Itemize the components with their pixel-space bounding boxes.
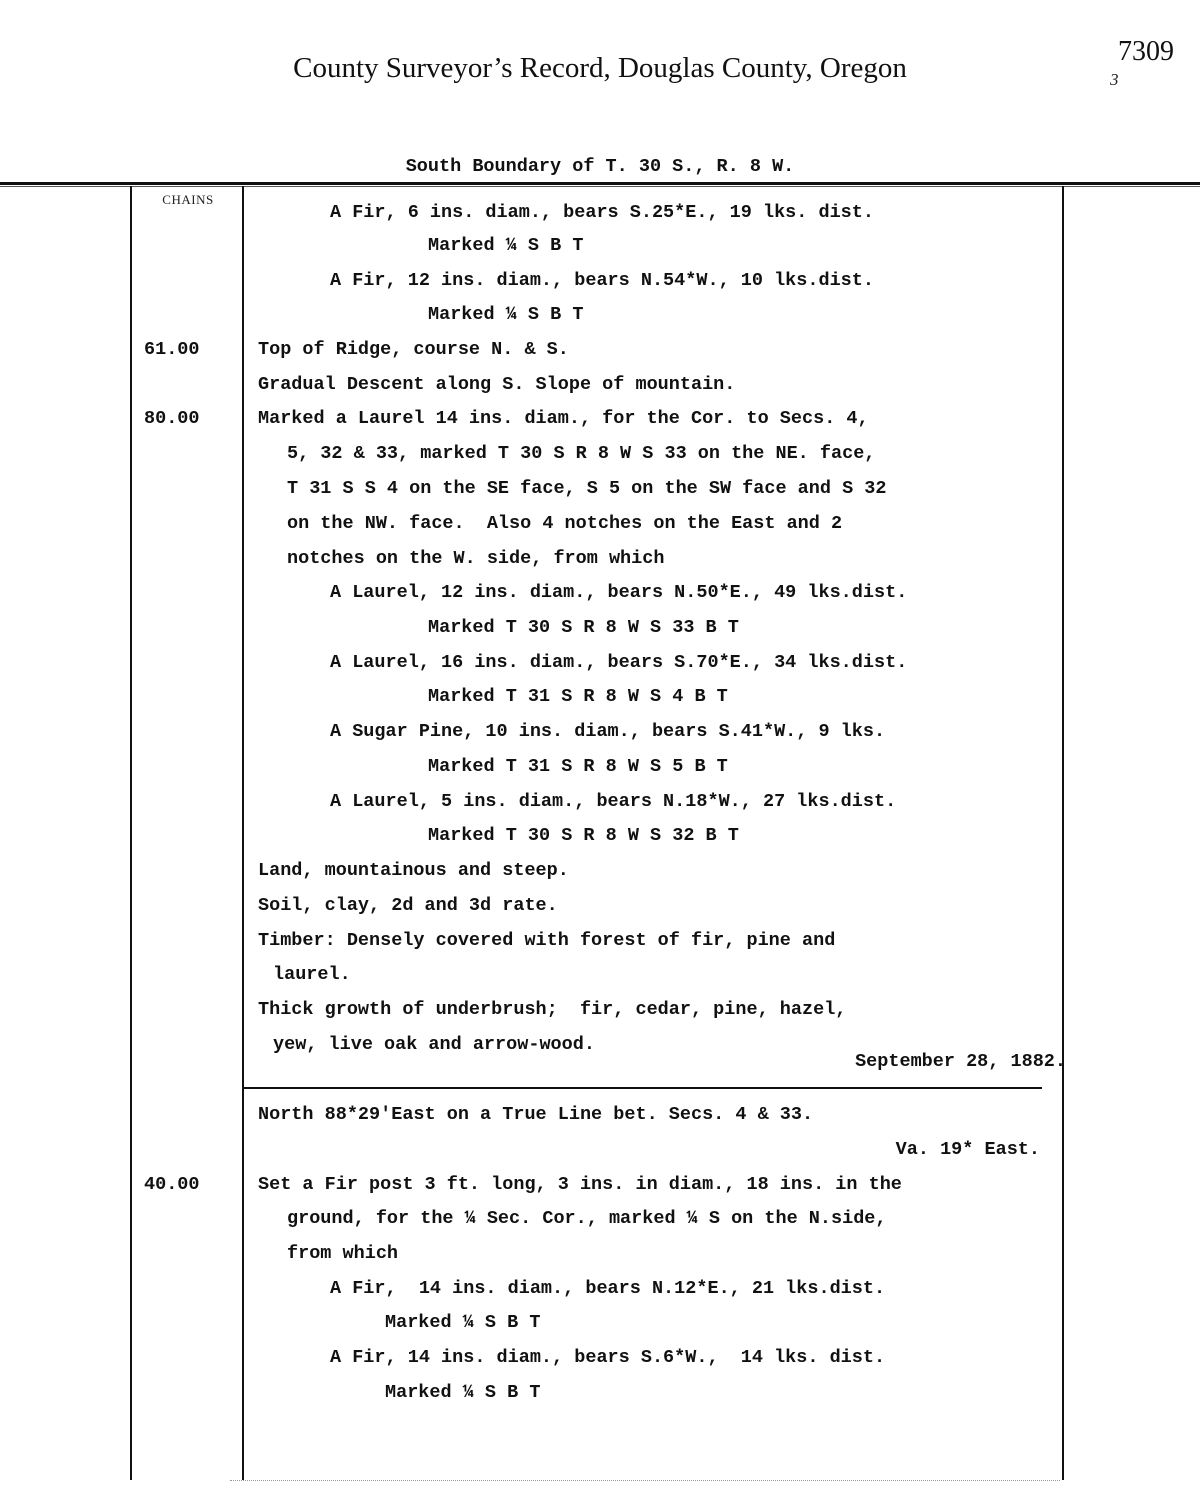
record-line: Marked ¼ S B T [385,1312,541,1333]
top-rule [0,182,1200,185]
chain-value: 40.00 [144,1174,200,1195]
record-line: Marked T 30 S R 8 W S 33 B T [428,617,739,638]
record-line: Marked T 31 S R 8 W S 4 B T [428,686,728,707]
record-line: Set a Fir post 3 ft. long, 3 ins. in diam., 18 ins. in the [258,1174,902,1195]
record-line: A Fir, 14 ins. diam., bears N.12*E., 21 lks.dist. [330,1278,886,1299]
record-line: Thick growth of underbrush; fir, cedar, pine, hazel, [258,999,847,1020]
record-line: A Sugar Pine, 10 ins. diam., bears S.41*W., 9 lks. [330,721,886,742]
record-line: notches on the W. side, from which [287,548,665,569]
record-line: T 31 S S 4 on the SE face, S 5 on the SW face and S 32 [287,478,887,499]
record-line: A Laurel, 5 ins. diam., bears N.18*W., 27 lks.dist. [330,791,897,812]
chain-value: 80.00 [144,408,200,429]
record-line: Timber: Densely covered with forest of fir, pine and [258,930,836,951]
record-line: Soil, clay, 2d and 3d rate. [258,895,558,916]
record-line: Gradual Descent along S. Slope of mountain. [258,374,736,395]
section-title: South Boundary of T. 30 S., R. 8 W. [405,156,795,177]
record-line: on the NW. face. Also 4 notches on the East and 2 [287,513,843,534]
record-line: A Fir, 6 ins. diam., bears S.25*E., 19 lks. dist. [330,202,874,223]
left-column-line [130,186,132,1480]
record-line: Land, mountainous and steep. [258,860,569,881]
chain-value: 61.00 [144,339,200,360]
record-line: Marked a Laurel 14 ins. diam., for the Cor. to Secs. 4, [258,408,869,429]
page-sub-number: 3 [1110,70,1119,89]
record-line: A Laurel, 16 ins. diam., bears S.70*E., 34 lks.dist. [330,652,908,673]
record-line: A Fir, 14 ins. diam., bears S.6*W., 14 lks. dist. [330,1347,886,1368]
record-line: North 88*29'East on a True Line bet. Secs. 4 & 33. [258,1104,814,1125]
entry-separator [242,1087,1042,1089]
bottom-dotted-line [230,1480,1060,1482]
record-line: Top of Ridge, course N. & S. [258,339,569,360]
chains-column-header: CHAINS [162,192,214,207]
right-column-line [1062,186,1064,1480]
page-number: 7309 [1118,36,1174,67]
record-line: ground, for the ¼ Sec. Cor., marked ¼ S on the N.side, [287,1208,887,1229]
record-line: Marked T 31 S R 8 W S 5 B T [428,756,728,777]
chains-divider-line [242,186,244,1480]
record-line: yew, live oak and arrow-wood. [273,1034,595,1055]
record-title: County Surveyor’s Record, Douglas County, Oregon [293,52,907,84]
record-line: Marked ¼ S B T [385,1382,541,1403]
entry-date: September 28, 1882. [855,1051,1066,1072]
record-line: from which [287,1243,399,1264]
record-line: Marked ¼ S B T [428,235,584,256]
record-line: laurel. [273,964,351,985]
record-line: Marked ¼ S B T [428,304,584,325]
record-line: A Fir, 12 ins. diam., bears N.54*W., 10 lks.dist. [330,270,874,291]
variation-note: Va. 19* East. [895,1139,1040,1160]
record-line: 5, 32 & 33, marked T 30 S R 8 W S 33 on the NE. face, [287,443,876,464]
record-line: Marked T 30 S R 8 W S 32 B T [428,825,739,846]
record-line: A Laurel, 12 ins. diam., bears N.50*E., 49 lks.dist. [330,582,908,603]
top-rule-thin [0,186,1200,187]
